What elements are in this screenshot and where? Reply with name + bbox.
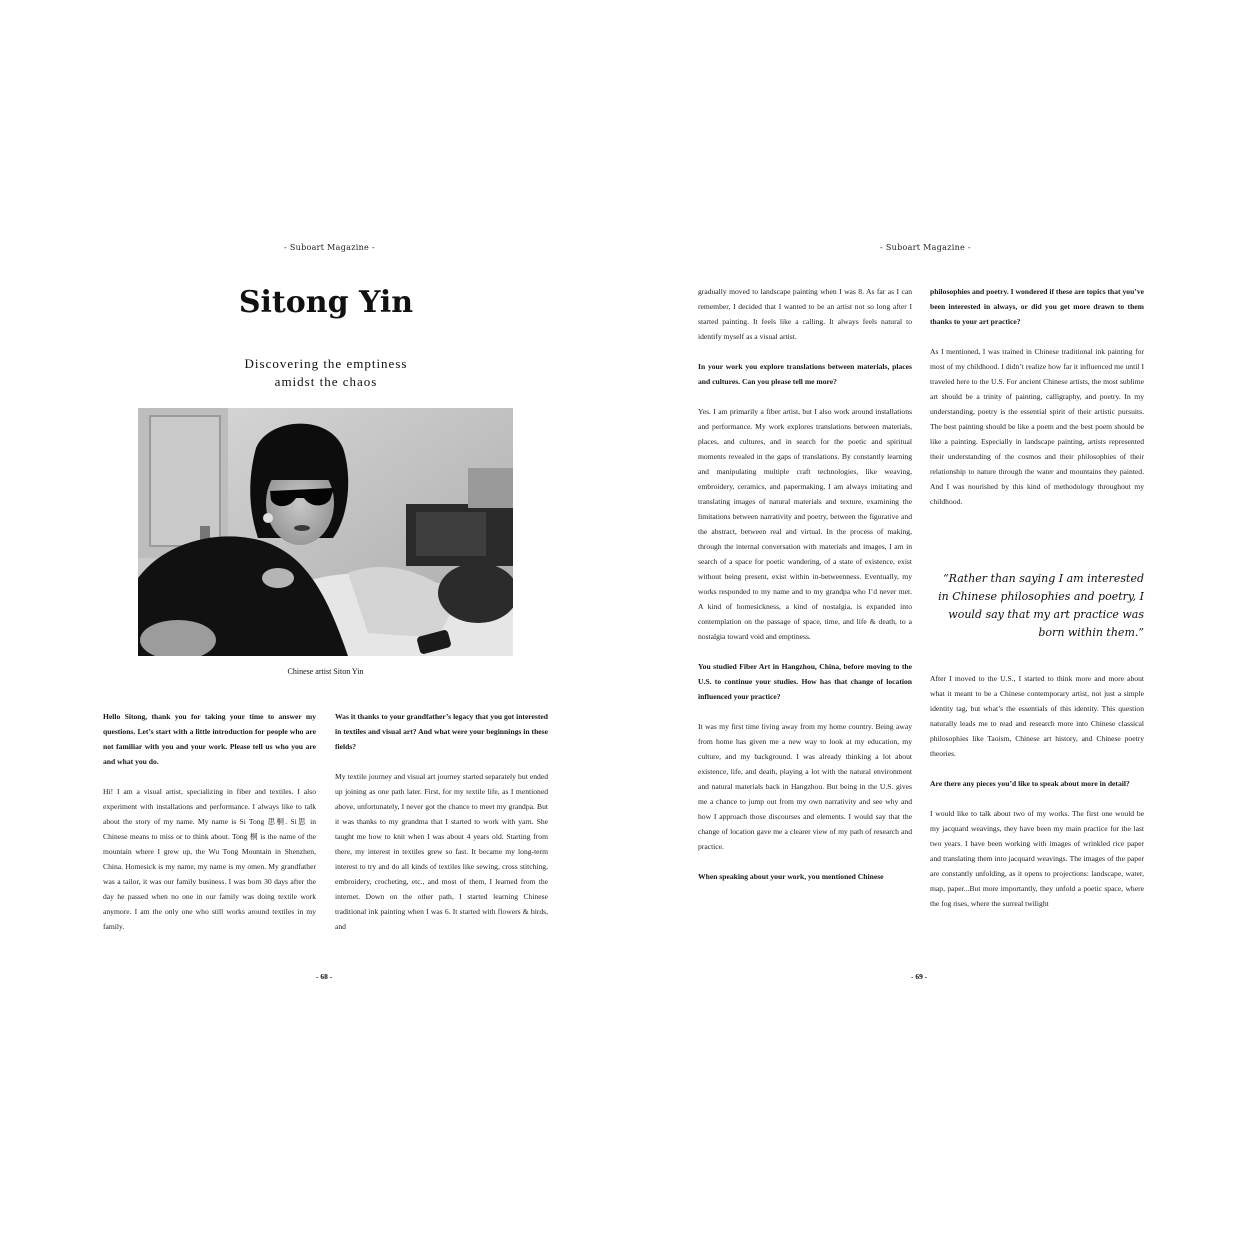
interview-answer: Hi! I am a visual artist, specializing in fiber and textiles. I also experiment with installations and performance. I always like to talk about the story of my name. My name is Si Tong 思桐. Si思 in Chinese means to miss or to think about. Tong 桐 is the name of the mountain where I grew up, the Wu Tong Mountain in Shenzhen, China. Homesick is my name, my name is my omen. My grandfather was a tailor, it was our family business. I was born 30 days after the day he passed when no one in our family was doing textile work anymore. I am the only one who still works around textiles in my family. [103, 787, 316, 931]
pull-quote: “Rather than saying I am interested in Chinese philosophies and poetry, I would say that my art practice was born within them.” [938, 572, 1144, 639]
interview-question: You studied Fiber Art in Hangzhou, China, before moving to the U.S. to continue your studies. How has that change of location influenced your practice? [698, 662, 912, 701]
text-column-1 [698, 284, 912, 899]
article-title: Sitong Yin [238, 285, 414, 320]
text-column-2 [335, 709, 548, 949]
page-number: - 68 - [316, 972, 333, 981]
interview-question: Hello Sitong, thank you for taking your time to answer my questions. Let’s start with a little introduction for people who are not familiar with you and your work. Please tell us who you are and what you do. [103, 712, 316, 766]
running-head: - Suboart Magazine - [880, 243, 971, 252]
interview-answer: I would like to talk about two of my works. The first one would be my jacquard weavings, they have been my main practice for the last two years. I have been working with images of wrinkled rice paper and translating them into jacquard weavings. The images of the paper are constantly unfolding, as it opens to projections: landscape, water, map, paper...But more importantly, they unfold a poetic space, where the fog rises, where the surreal twilight [930, 809, 1144, 908]
interview-question: When speaking about your work, you mentioned Chinese [698, 872, 884, 881]
interview-question: philosophies and poetry. I wondered if these are topics that you’ve been interested in always, or did you get more drawn to them thanks to your art practice? [930, 287, 1144, 326]
text-column-2 [930, 284, 1144, 524]
page-number: - 69 - [911, 972, 928, 981]
photo-caption: Chinese artist Siton Yin [287, 667, 364, 676]
interview-answer: It was my first time living away from my home country. Being away from home has given me a new way to look at my education, my culture, and my background. I was already thinking a lot about existence, life, and death, playing a lot with the natural environment and natural materials back in Hangzhou. But being in the U.S. gives me a chance to jump out from my own narrativity and see why and how I approach those discourses and elements. I would say that the change of location gave me a clearer view of my path of research and practice. [698, 722, 912, 851]
running-head: - Suboart Magazine - [284, 243, 375, 252]
interview-answer: My textile journey and visual art journey started separately but ended up joining as one path later. First, for my textile life, as I mentioned above, unfortunately, I never got the chance to meet my grandpa. But it was thanks to my grandma that I started to work with yarn. She taught me how to knit when I was about 4 years old. Starting from there, my interest in textiles grew so fast. It became my long-term interest to try and do all kinds of textiles like sewing, cross stitching, embroidery, crocheting, etc., and most of them, I learned from the internet. Down on the other path, I started learning Chinese traditional ink painting when I was 6. It started with flowers & birds, and [335, 772, 548, 931]
text-column-1 [103, 709, 316, 949]
text-column-2-continued [930, 671, 1144, 926]
interview-answer: Yes. I am primarily a fiber artist, but I also work around installations and performance. My work explores translations between materials, places, and cultures, and in search for the poetic and spiritual moments revealed in the gaps of translations. By constantly learning and manipulating multiple craft technologies, like weaving, embroidery, ceramics, and papermaking, I am always imitating and translating images of natural materials and texture, examining the limitations between narrativity and poetry, between the figurative and the abstract, between real and virtual. In the process of making, through the internal conversation with materials and images, I am in search of a space for poetic wandering, of a state of existence, exist without being present, exist within in-betweenness. Eventually, my works responded to my name and to my grandpa who I’d never met. A kind of homesickness, a kind of nostalgia, is expanded into contemplation on the passage of space, time, and life & death, to a nostalgia toward void and emptiness. [698, 407, 912, 641]
artist-photo [138, 408, 513, 656]
interview-question: Are there any pieces you’d like to speak about more in detail? [930, 779, 1130, 788]
artist-photo-illustration [138, 408, 513, 656]
right-page [624, 0, 1247, 1247]
subtitle-line: amidst the chaos [274, 374, 378, 389]
interview-question: Was it thanks to your grandfather’s legacy that you got interested in textiles and visual art? And what were your beginnings in these fields? [335, 712, 548, 751]
subtitle-line: Discovering the emptiness [244, 356, 408, 371]
interview-question: In your work you explore translations between materials, places and cultures. Can you please tell me more? [698, 362, 912, 386]
article-subtitle [0, 355, 652, 391]
interview-answer: After I moved to the U.S., I started to think more and more about what it meant to be a Chinese contemporary artist, not just a simple identity tag, but what’s the essentials of this identity. This question naturally leads me to read and research more into Chinese classical philosophies like Taoism, Chinese art history, and Chinese poetry theories. [930, 674, 1144, 758]
interview-answer: As I mentioned, I was trained in Chinese traditional ink painting for most of my childhood. I didn’t realize how far it influenced me until I traveled here to the U.S. For ancient Chinese artists, the most sublime art should be a trinity of painting, calligraphy, and poetry. In my understanding, poetry is the essential spirit of their artistic pursuits. The best painting should be like a poem and the best poem should be like a painting. Especially in landscape painting, artists represented their understanding of the cosmos and their philosophies of their relationship to nature through the water and mountains they painted. And I was nourished by this kind of methodology throughout my childhood. [930, 347, 1144, 506]
interview-answer: gradually moved to landscape painting when I was 8. As far as I can remember, I decided that I wanted to be an artist not so long after I started painting. It feels like a calling. It always feels natural to identify myself as a visual artist. [698, 287, 912, 341]
